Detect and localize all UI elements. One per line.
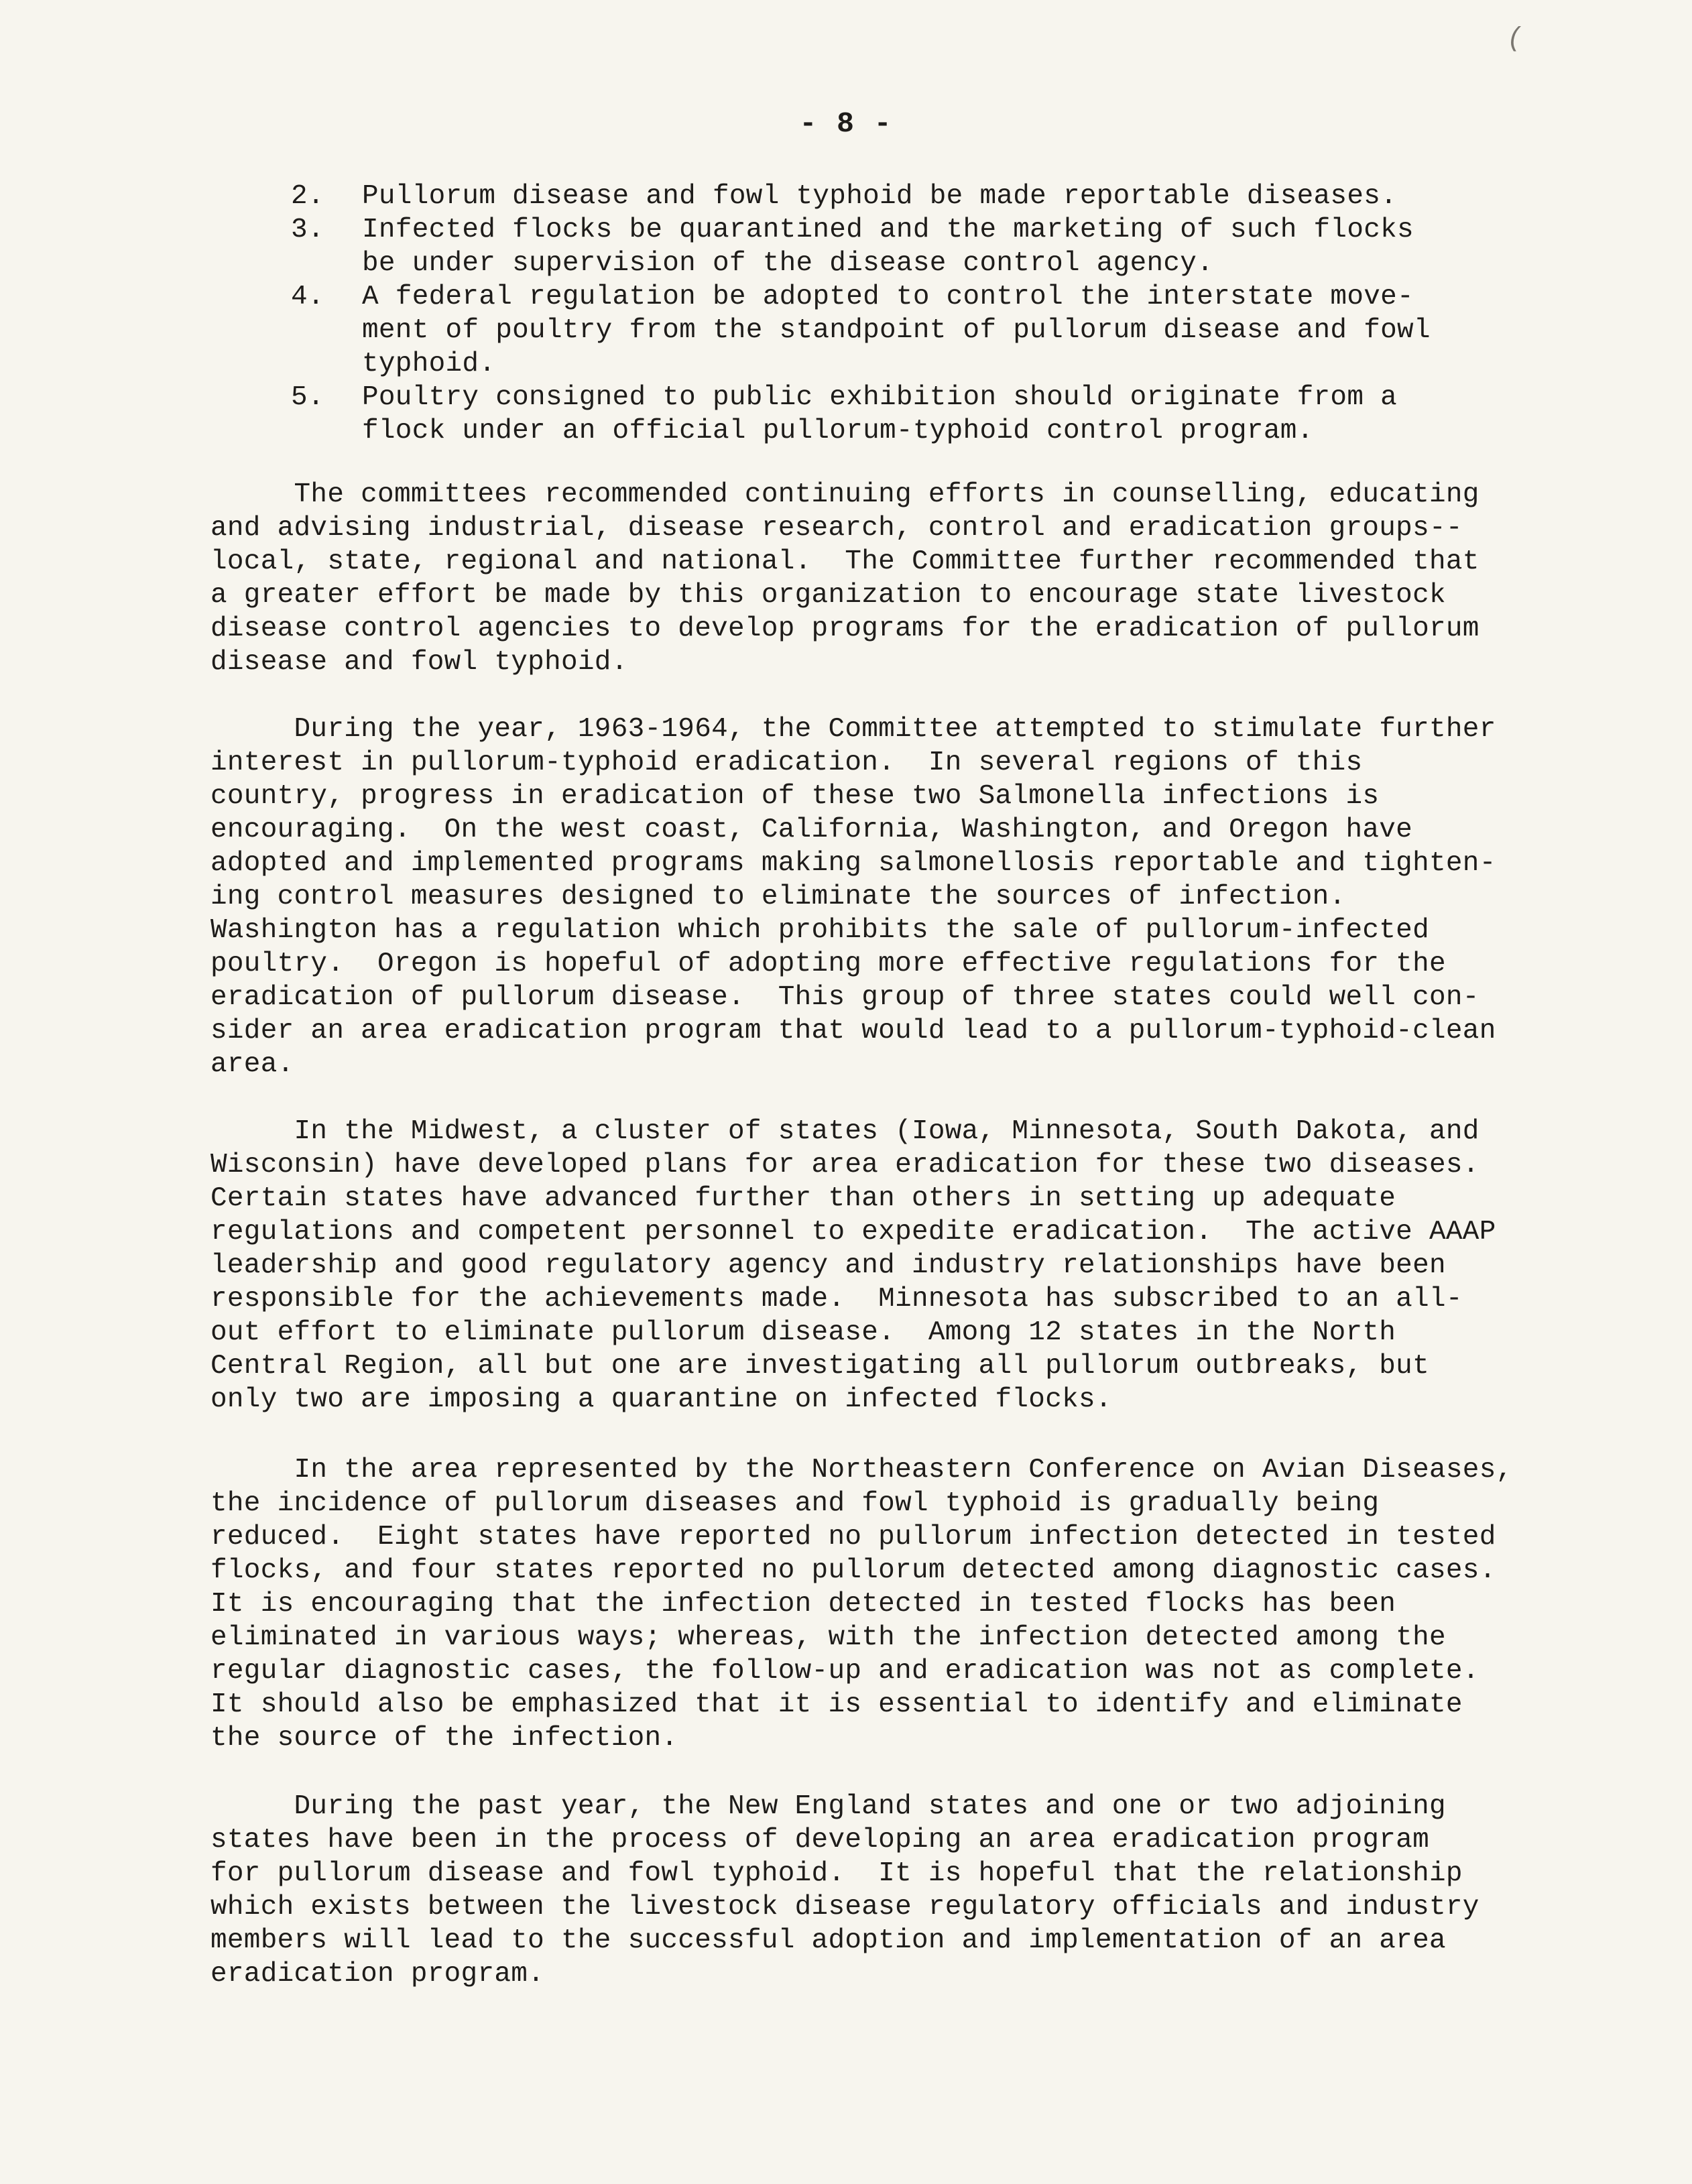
list-item-text: Poultry consigned to public exhibition should originate from a flock under an official pullorum-typhoid control program.	[362, 382, 1398, 446]
list-item	[291, 280, 1431, 381]
list-item	[291, 381, 1431, 448]
list-item-text: Infected flocks be quarantined and the marketing of such flocks be under supervision of the disease control agency.	[362, 215, 1414, 279]
list-item-number: 4.	[291, 282, 324, 312]
paragraph-northeastern-progress: In the area represented by the Northeastern Conference on Avian Diseases, the incidence of pullorum diseases and fowl typhoid is gradually being reduced. Eight states have reported no pullorum infection detected in tested flocks, and four states reported no pullorum detected among diagnostic cases. It is encouraging that the infection detected in tested flocks has been eliminated in various ways; whereas, with the infection detected among the regular diagnostic cases, the follow-up and eradication was not as complete. It should also be emphasized that it is essential to identify and eliminate the source of the infection.	[210, 1455, 1513, 1754]
list-item	[291, 180, 1431, 213]
paragraph-new-england-progress: During the past year, the New England states and one or two adjoining states have been in the process of developing an area eradication program for pullorum disease and fowl typhoid. It is hopeful that the relationship which exists between the livestock disease regulatory officials and industry members will lead to the successful adoption and implementation of an area eradication program.	[210, 1791, 1479, 1990]
paragraph-committee-recommendations: The committees recommended continuing efforts in counselling, educating and advising industrial, disease research, control and eradication groups-- local, state, regional and national. The Committee further recommended that a greater effort be made by this organization to encourage state livestock disease control agencies to develop programs for the eradication of pullorum disease and fowl typhoid.	[210, 479, 1479, 678]
page-number: - 8 -	[799, 107, 893, 140]
corner-pencil-mark: (	[1507, 24, 1524, 54]
recommendation-list	[291, 180, 1431, 448]
paragraph-midwest-progress: In the Midwest, a cluster of states (Iowa, Minnesota, South Dakota, and Wisconsin) have developed plans for area eradication for these two diseases. Certain states have advanced further than others in setting up adequate regulations and competent personnel to expedite eradication. The active AAAP leadership and good regulatory agency and industry relationships have been responsible for the achievements made. Minnesota has subscribed to an all- out effort to eliminate pullorum disease. Among 12 states in the North Central Region, all but one are investigating all pullorum outbreaks, but only two are imposing a quarantine on infected flocks.	[210, 1116, 1496, 1415]
list-item	[291, 213, 1431, 280]
list-item-text: Pullorum disease and fowl typhoid be made reportable diseases.	[362, 181, 1398, 212]
list-item-text: A federal regulation be adopted to control the interstate move- ment of poultry from the standpoint of pullorum disease and fowl typhoid.	[362, 282, 1431, 379]
list-item-number: 5.	[291, 382, 324, 413]
paragraph-west-coast-progress: During the year, 1963-1964, the Committee attempted to stimulate further interest in pullorum-typhoid eradication. In several regions of this country, progress in eradication of these two Salmonella infections is encouraging. On the west coast, California, Washington, and Oregon have adopted and implemented programs making salmonellosis reportable and tighten- ing control measures designed to eliminate the sources of infection. Washington has a regulation which prohibits the sale of pullorum-infected poultry. Oregon is hopeful of adopting more effective regulations for the eradication of pullorum disease. This group of three states could well con- sider an area eradication program that would lead to a pullorum-typhoid-clean area.	[210, 714, 1496, 1080]
list-item-number: 2.	[291, 181, 324, 212]
list-item-number: 3.	[291, 215, 324, 245]
